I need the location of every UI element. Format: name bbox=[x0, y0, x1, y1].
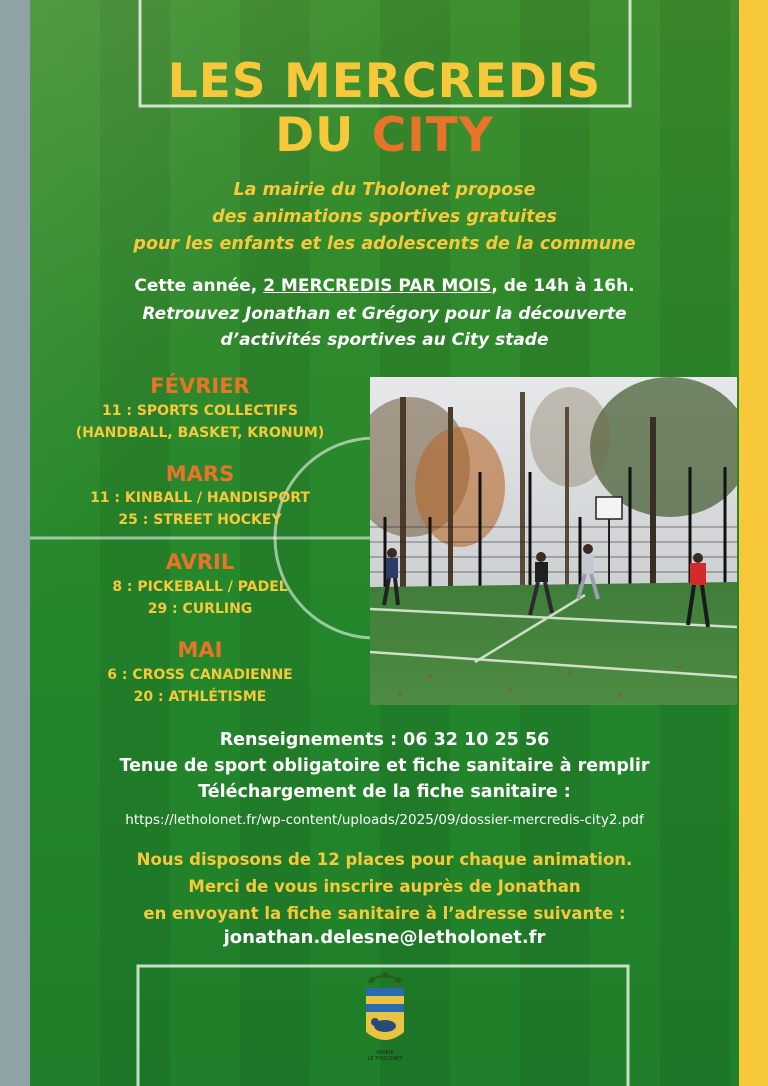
month-fevrier: FÉVRIER bbox=[150, 374, 250, 398]
activity-avril-2: 29 : CURLING bbox=[147, 601, 253, 617]
activity-mai-2: 20 : ATHLÉTISME bbox=[133, 689, 267, 705]
intro-line-2: des animations sportives gratuites bbox=[212, 207, 557, 227]
activity-fevrier-1: 11 : SPORTS COLLECTIFS bbox=[102, 403, 298, 419]
contact-download: Téléchargement de la fiche sanitaire : bbox=[198, 782, 571, 802]
contact-requirement: Tenue de sport obligatoire et fiche sanitaire à remplir bbox=[119, 756, 650, 776]
registration-line-3: en envoyant la fiche sanitaire à l’adresse suivante : bbox=[143, 904, 626, 923]
logo-caption bbox=[360, 1050, 410, 1062]
logo-caption-line-2: LE THOLONET bbox=[367, 1056, 403, 1062]
title-line-1: LES MERCREDIS bbox=[167, 54, 602, 109]
schedule-prefix: Cette année, bbox=[134, 276, 258, 296]
logo-caption-line-1: MAIRIE bbox=[376, 1050, 394, 1056]
contact-email[interactable]: jonathan.delesne@letholonet.fr bbox=[223, 927, 546, 948]
intro-line-3: pour les enfants et les adolescents de la commune bbox=[133, 234, 636, 254]
month-mars: MARS bbox=[165, 462, 235, 486]
schedule-suffix: , de 14h à 16h. bbox=[491, 276, 635, 296]
registration-line-2: Merci de vous inscrire auprès de Jonathan bbox=[188, 877, 581, 896]
intro-line-1: La mairie du Tholonet propose bbox=[233, 180, 536, 200]
title-du: DU bbox=[275, 108, 355, 163]
schedule-line bbox=[30, 276, 739, 296]
right-color-strip bbox=[739, 0, 768, 1086]
activity-fevrier-2: (HANDBALL, BASKET, KRONUM) bbox=[75, 425, 325, 441]
activity-mars-2: 25 : STREET HOCKEY bbox=[118, 512, 282, 528]
subtitle-line-1: Retrouvez Jonathan et Grégory pour la découverte bbox=[142, 304, 627, 324]
subtitle-line-2: d’activités sportives au City stade bbox=[220, 330, 549, 350]
title-city: CITY bbox=[371, 108, 494, 163]
poster bbox=[30, 0, 739, 1086]
title-line-2 bbox=[30, 108, 739, 163]
left-color-strip bbox=[0, 0, 30, 1086]
month-mai: MAI bbox=[177, 638, 223, 662]
download-link[interactable]: https://letholonet.fr/wp-content/uploads/2025/09/dossier-mercredis-city2.pdf bbox=[125, 812, 644, 828]
schedule-highlight: 2 MERCREDIS PAR MOIS bbox=[263, 276, 492, 296]
month-avril: AVRIL bbox=[165, 550, 235, 574]
city-stade-photo bbox=[370, 377, 737, 705]
activity-mai-1: 6 : CROSS CANADIENNE bbox=[107, 667, 293, 683]
activity-avril-1: 8 : PICKEBALL / PADEL bbox=[112, 579, 288, 595]
contact-phone: Renseignements : 06 32 10 25 56 bbox=[219, 730, 550, 750]
registration-line-1: Nous disposons de 12 places pour chaque animation. bbox=[136, 850, 633, 869]
activity-mars-1: 11 : KINBALL / HANDISPORT bbox=[90, 490, 310, 506]
